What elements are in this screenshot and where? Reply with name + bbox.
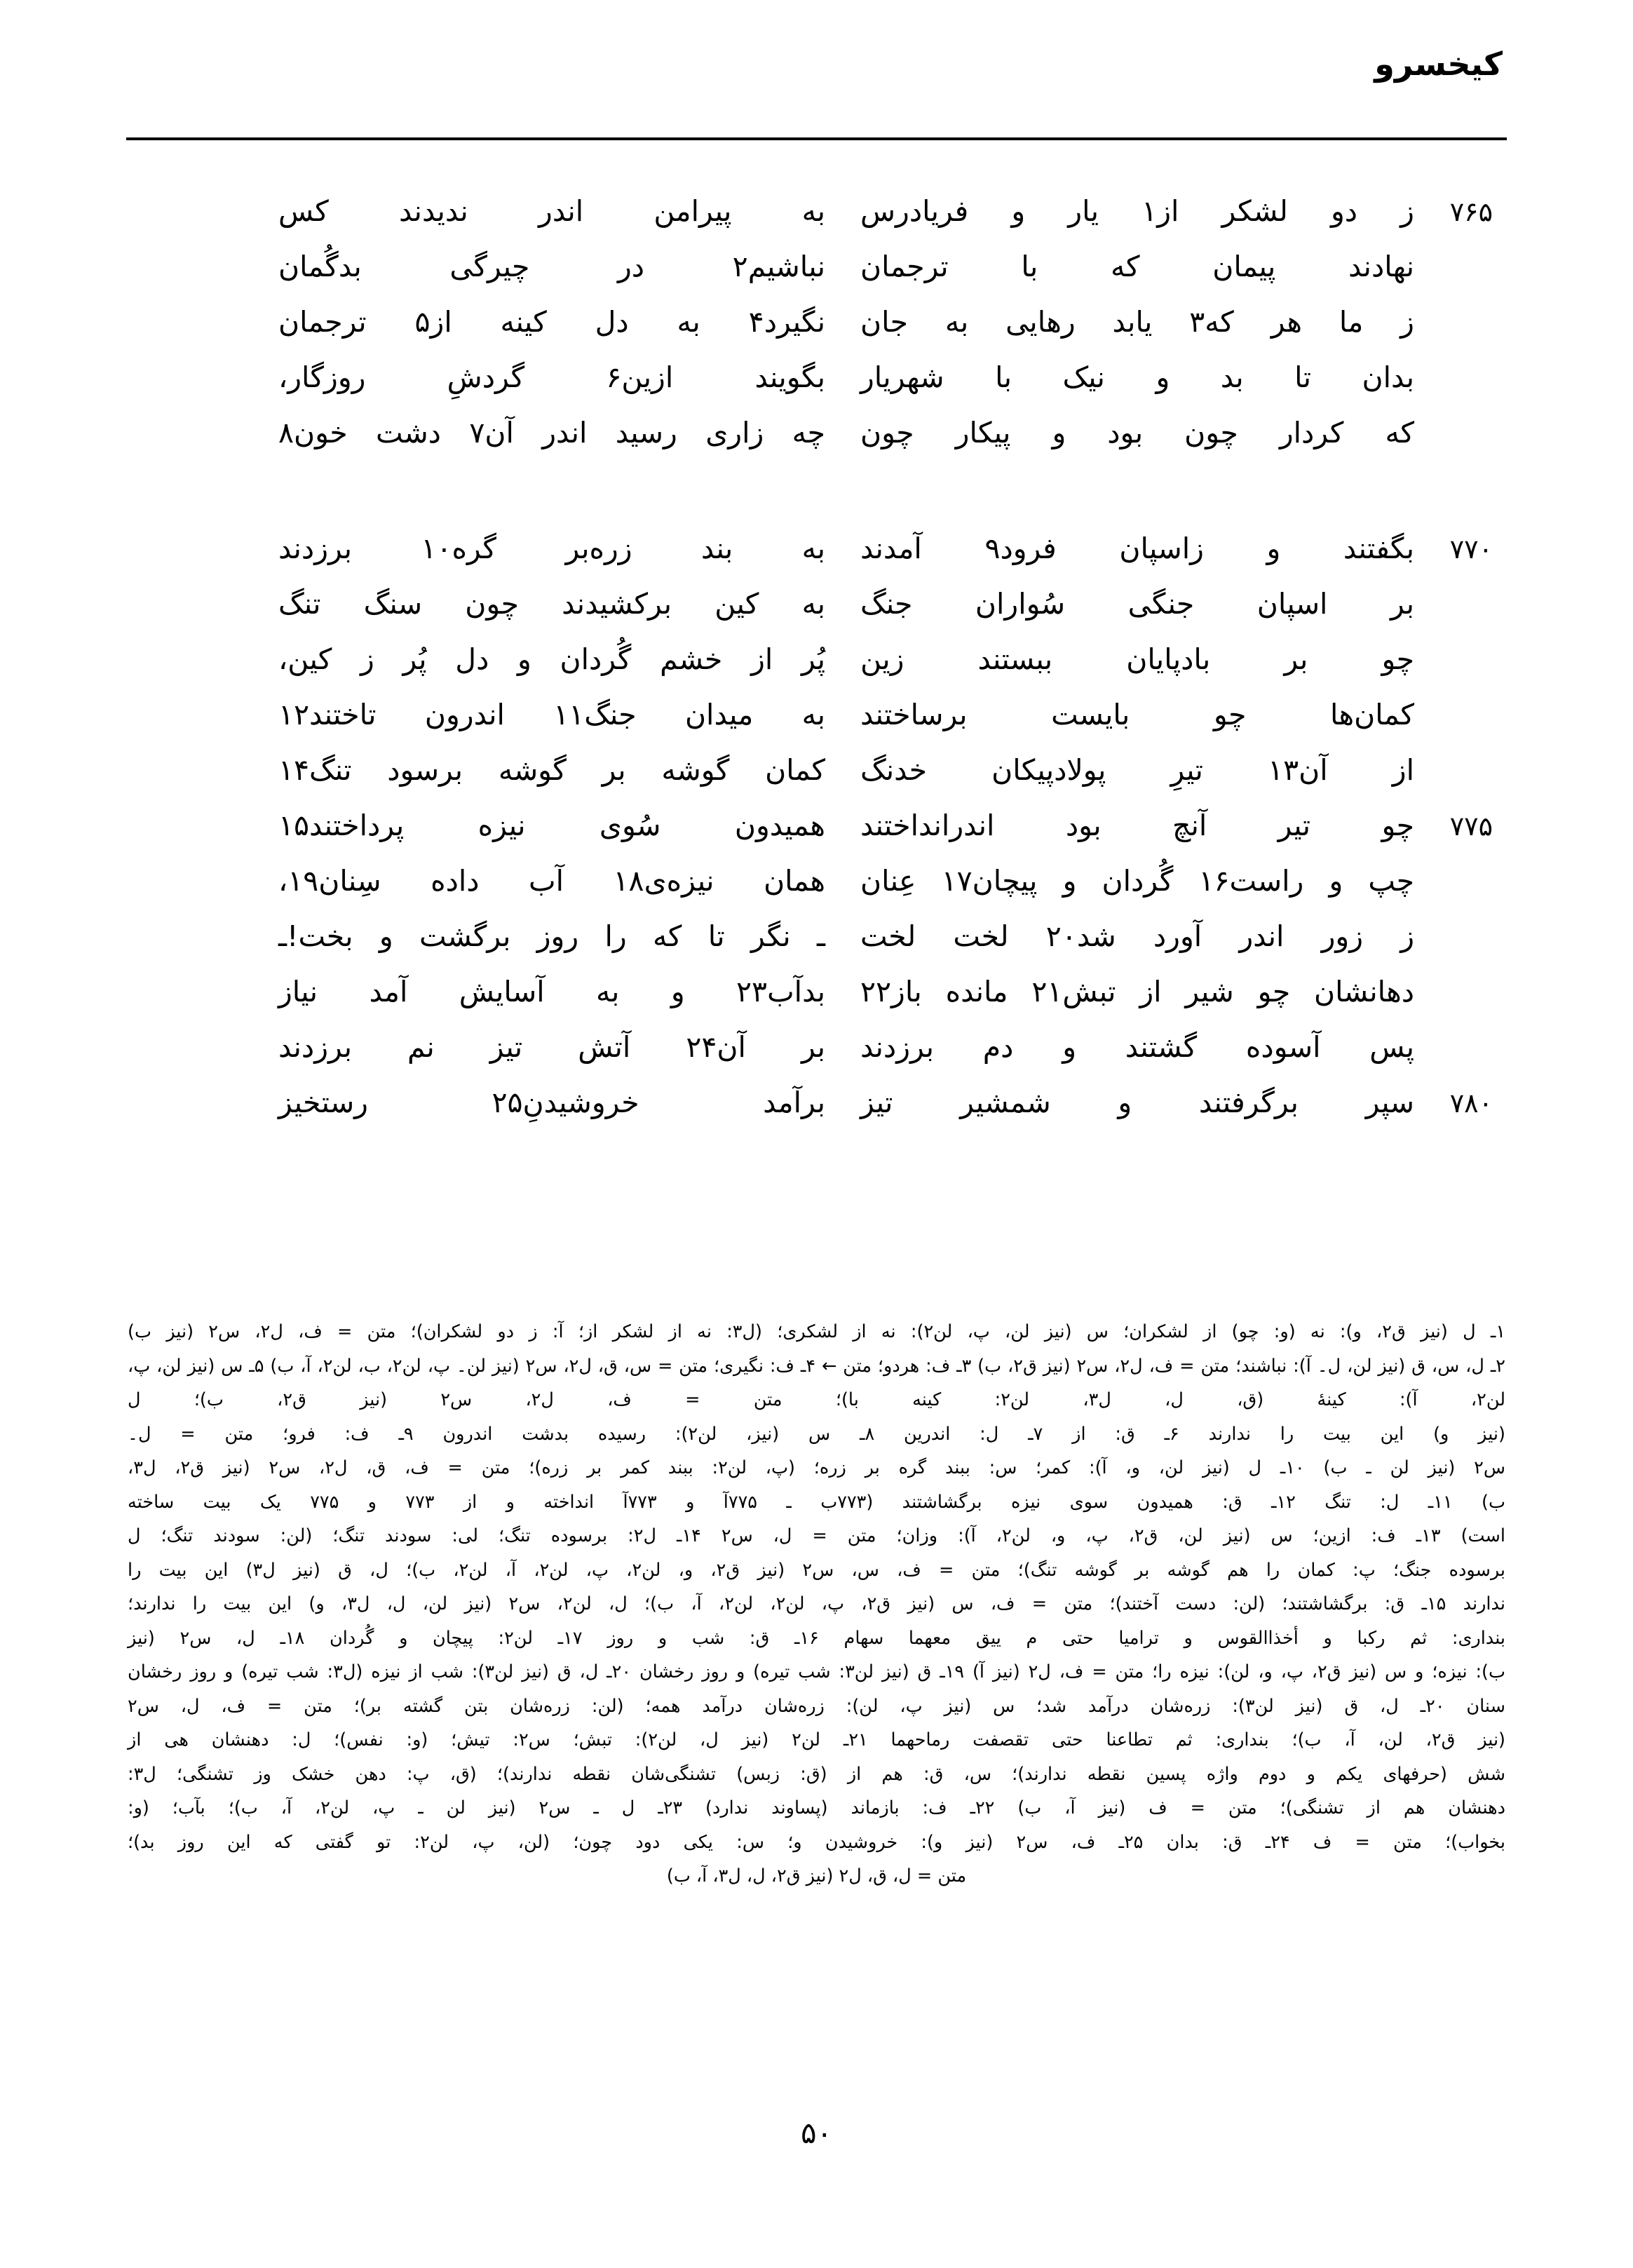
hemistich-second: بگویند ازین۶ گردشِ روزگار، <box>278 360 825 394</box>
couplet-row <box>126 687 1507 743</box>
hemistich-first: که کردار چون بود و پیکار چون <box>860 416 1414 450</box>
hemistich-first: ز زور اندر آورد شد۲۰ لخت لخت <box>860 919 1414 953</box>
hemistich-first: چو بر بادپایان ببستند زین <box>860 642 1414 676</box>
couplet-row <box>126 239 1507 295</box>
page-number: ۵۰ <box>800 2116 833 2150</box>
apparatus-line: (نیز و) این بیت را ندارند ۶ـ ق: از ۷ـ ل: اندرین ۸ـ س (نیز، لن۲): رسیده بدشت اندرون ۹ـ ف: فرو؛ متن = ل۔ <box>128 1423 1505 1445</box>
verse-stanza <box>126 184 1507 461</box>
verse-number: ۷۶۵ <box>1449 196 1493 227</box>
couplet-row <box>126 184 1507 239</box>
couplet-row <box>126 521 1507 576</box>
apparatus-line: ب): نیزه؛ و س (نیز ق۲، پ، و، لن): نیزه را؛ متن = ف، ل۲ (نیز آ) ۱۹ـ ق (نیز لن۳: شب تیره) و روز رخشان ۲۰ـ ل، ق (نیز لن۳): شب از نیزه (ل۳: شب تیره) و روز رخشان <box>128 1661 1505 1682</box>
verse-number: ۷۸۰ <box>1449 1088 1493 1119</box>
hemistich-second: نگیرد۴ به دل کینه از۵ ترجمان <box>278 305 825 339</box>
hemistich-first: دهانشان چو شیر از تبش۲۱ مانده باز۲۲ <box>860 975 1414 1008</box>
hemistich-second: به بند زره‌بر گره۱۰ برزدند <box>278 532 826 565</box>
hemistich-first: سپر برگرفتند و شمشیر تیز <box>860 1086 1414 1119</box>
verse-number: ۷۷۵ <box>1449 811 1493 842</box>
couplet-row <box>126 909 1507 964</box>
hemistich-first: چو تیر آنچ بود اندرانداختند <box>860 809 1414 842</box>
hemistich-first: بدان تا بد و نیک با شهریار <box>860 360 1414 394</box>
hemistich-second: ـ نگر تا که را روز برگشت و بخت!ـ <box>278 919 825 953</box>
couplet-row <box>126 632 1507 687</box>
hemistich-second: به میدان جنگ۱۱ اندرون تاختند۱۲ <box>278 698 825 731</box>
hemistich-first: نهادند پیمان که با ترجمان <box>860 250 1414 283</box>
apparatus-line: بخواب)؛ متن = ف ۲۴ـ ق: بدان ۲۵ـ ف، س۲ (نیز و): خروشیدن و؛ س: یکی دود چون؛ (لن، پ، لن۲: تو گفتی که این روز بد)؛ <box>128 1831 1505 1853</box>
hemistich-second: کمان گوشه بر گوشه برسود تنگ۱۴ <box>278 753 825 787</box>
apparatus-line: س۲ (نیز لن ـ ب) ۱۰ـ ل (نیز لن، و، آ): کمر؛ س: ببند گره بر زره؛ (پ، لن۲: ببند کمر بر زره)؛ متن = ف، ق، ل۲، س۲ (نیز ق۲، ل۳، <box>128 1457 1505 1478</box>
couplet-row <box>126 1020 1507 1075</box>
critical-apparatus <box>128 1315 1505 1894</box>
hemistich-second: همیدون سُوی نیزه پرداختند۱۵ <box>278 809 825 842</box>
apparatus-line: است) ۱۳ـ ف: ازین؛ س (نیز لن، ق۲، پ، و، لن۲، آ): وزان؛ متن = ل، س۲ ۱۴ـ ل۲: برسوده تنگ؛ لی: سودند تنگ؛ (لن: سودند تنگ؛ ل <box>128 1525 1506 1546</box>
couplet-row <box>126 350 1507 405</box>
hemistich-first: ز دو لشکر از۱ یار و فریادرس <box>860 194 1414 228</box>
hemistich-first: چپ و راست۱۶ گُردان و پیچان۱۷ عِنان <box>860 864 1414 898</box>
apparatus-line: (نیز ق۲، لن، آ، ب)؛ بنداری: ثم تطاعنا حتی تقصفت رماحهما ۲۱ـ لن۲ (نیز ل، لن۲): تبش؛ س۲: تیش؛ (و: نفس)؛ ل: دهنشان هی از <box>128 1729 1505 1750</box>
couplet-row <box>126 964 1507 1020</box>
couplet-row <box>126 295 1507 350</box>
couplet-row <box>126 853 1507 909</box>
apparatus-line: ۲ـ ل، س، ق (نیز لن، ل۔ آ): نباشند؛ متن = ف، ل۲، س۲ (نیز ق۲، ب) ۳ـ ف: هردو؛ متن ← ۴ـ ف: نگیری؛ متن = س، ق، ل۲، س۲ (نیز لن۔ پ، لن۲، ب، لن۲، آ، ب) ۵ـ س (نیز لن، پ، لن۲، آ): کینۀ (ق، ل، ل۳، لن۲: کینه با)؛ متن = ف، ل۲، س۲ (نیز ق۲، ب)؛ ل <box>128 1355 1505 1410</box>
hemistich-second: بر آن۲۴ آتش تیز نم برزدند <box>278 1030 825 1064</box>
hemistich-first: پس آسوده گشتند و دم برزدند <box>860 1030 1414 1064</box>
running-head-title: کیخسرو <box>1374 45 1503 83</box>
hemistich-first: بگفتند و زاسپان فرود۹ آمدند <box>860 532 1414 565</box>
apparatus-line: دهنشان هم از تشنگی)؛ متن = ف (نیز آ، ب) ۲۲ـ ف: بازماند (پساوند ندارد) ۲۳ـ ل ـ س۲ (نیز لن ـ پ، لن۲، آ، ب)؛ بآب؛ (و: <box>128 1797 1505 1818</box>
couplet-row <box>126 798 1507 853</box>
running-head <box>130 45 1503 102</box>
verse-stanza <box>126 521 1507 1130</box>
apparatus-line: ندارند ۱۵ـ ق: برگشاشتند؛ (لن: دست آختند)؛ متن = ف، س (نیز ق۲، پ، لن۲، لن۲، آ، ب)؛ ل، لن۲، س۲ (نیز لن، ل، ل۳، و) این بیت را ندارند؛ <box>128 1593 1505 1614</box>
apparatus-line: ب) ۱۱ـ ل: تنگ ۱۲ـ ق: همیدون سوی نیزه برگشاشتند (۷۷۳ب ـ ۷۷۵آ و ۷۷۳آ انداخته و از ۷۷۳ و ۷۷۵ یک بیت ساخته <box>128 1491 1505 1513</box>
hemistich-second: پُر از خشم گُردان و دل پُر ز کین، <box>278 642 825 676</box>
hemistich-second: بدآب۲۳ و به آسایش آمد نیاز <box>278 975 825 1008</box>
hemistich-first: ز ما هر که۳ یابد رهایی به جان <box>860 305 1414 339</box>
apparatus-line: برسوده جنگ؛ پ: کمان را هم گوشه بر گوشه تنگ)؛ متن = ف، س، س۲ (نیز ق۲، و، لن۲، پ، لن۲، آ، لن۲، ب)؛ ل، ق (نیز ل۳) این بیت را <box>128 1559 1506 1581</box>
header-divider-rule <box>126 137 1507 140</box>
verse-number: ۷۷۰ <box>1449 534 1493 565</box>
apparatus-line: متن = ل، ق، ل۲ (نیز ق۲، ل، ل۳، آ، ب) <box>666 1865 967 1886</box>
hemistich-first: از آن۱۳ تیرِ پولادپیکان خدنگ <box>860 753 1414 787</box>
apparatus-line: سنان ۲۰ـ ل، ق (نیز لن۳): زره‌شان درآمد شد؛ س (نیز پ، لن): زره‌شان درآمد همه؛ (لن: زره‌شان بتن گشته بر)؛ متن = ف، ل، س۲ <box>128 1695 1505 1717</box>
apparatus-line: شش (حرفهای یکم و دوم واژه پسین نقطه ندارند)؛ س، ق: هم از (ق: زبس) تشنگی‌شان نقطه ندارند)؛ (ق، پ: دهن خشک وز تشنگی؛ ل۳: <box>128 1763 1505 1785</box>
couplet-row <box>126 576 1507 632</box>
apparatus-line: بنداری: ثم رکبا و أخذاالقوس و ترامیا حتی م ییق معهما سهام ۱۶ـ ق: شب و روز ۱۷ـ لن۲: پیچان و گُردان ۱۸ـ ل، س۲ (نیز <box>128 1627 1505 1649</box>
hemistich-second: نباشیم۲ در چیرگی بدگُمان <box>278 250 825 283</box>
hemistich-second: همان نیزه‌ی۱۸ آب داده سِنان۱۹، <box>278 864 825 898</box>
hemistich-first: بر اسپان جنگی سُواران جنگ <box>860 587 1414 621</box>
hemistich-first: کمان‌ها چو بایست برساختند <box>860 698 1414 731</box>
couplet-row <box>126 405 1507 461</box>
apparatus-line: ۱ـ ل (نیز ق۲، و): نه (و: چو) از لشکران؛ س (نیز لن، پ، لن۲): نه از لشکری؛ (ل۳: نه از لشکر از؛ آ: ز دو لشکران)؛ متن = ف، ل۲، س۲ (نیز ب) <box>128 1321 1506 1342</box>
hemistich-second: به پیرامن اندر ندیدند کس <box>278 194 825 228</box>
hemistich-second: برآمد خروشیدنِ۲۵ رستخیز <box>278 1086 825 1119</box>
verse-area <box>126 184 1507 1130</box>
hemistich-second: به کین برکشیدند چون سنگ تنگ <box>278 587 825 621</box>
couplet-row <box>126 743 1507 798</box>
couplet-row <box>126 1075 1507 1130</box>
hemistich-second: چه زاری رسید اندر آن۷ دشت خون۸ <box>278 416 825 450</box>
